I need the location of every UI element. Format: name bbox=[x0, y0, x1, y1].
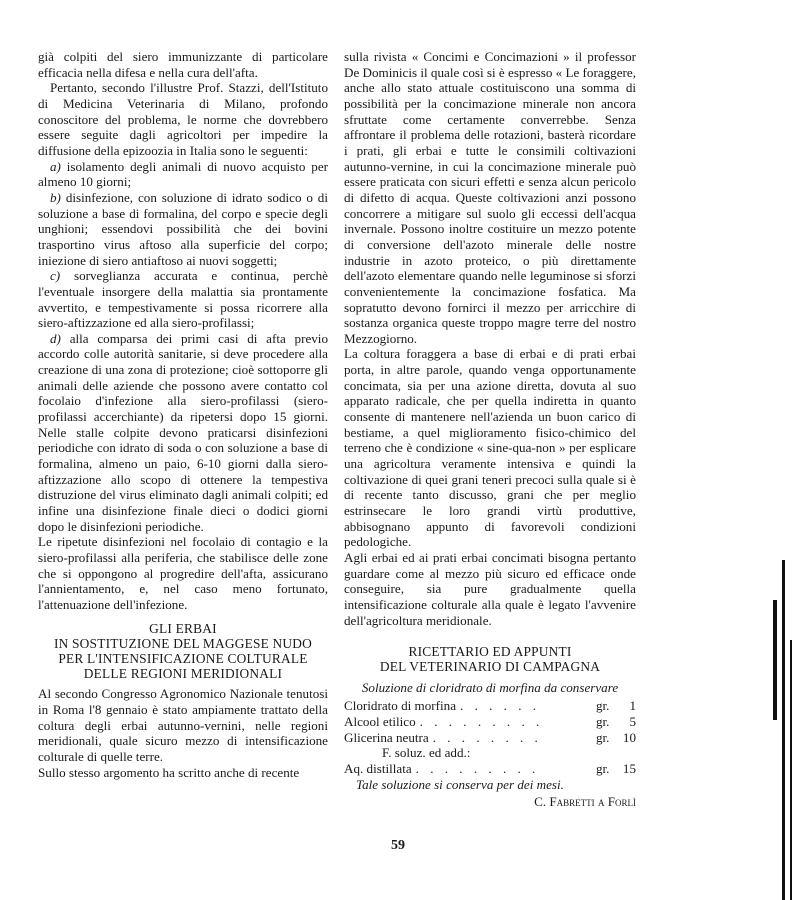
paragraph: già colpiti del siero immunizzante di particolare efficacia nella difesa e nella cura dell'afta. bbox=[38, 49, 328, 80]
ingredient-name: Alcool etilico bbox=[344, 714, 416, 729]
leader-dots: . . . . . . bbox=[460, 698, 541, 714]
paragraph: La coltura foraggera a base di erbai e di prati erbai porta, in altre parole, quando venga opportunamente concimata, sia per una azione diretta, dovuta al suo apparato radicale, che per quella indiretta in quanto consente di mantenere nell'azienda un buon carico di bestiame, a quel miglioramento fisico-chimico del terreno che è condizione « sine-qua-non » per esplicare una agricoltura veramente intensiva e quindi la coltivazione di quei grani teneri precoci sulla quale si è di recente tanto discusso, grani che per meglio estrinsecare le loro grandi virtù produttive, abbisognano appunto di favorevoli condizioni pedologiche. bbox=[344, 346, 636, 550]
paragraph: Agli erbai ed ai prati erbai concimati bisogna pertanto guardare come al mezzo più sicuro ed efficace onde conseguire, sia pure gradualmente quella intensificazione colturale alla quale è legato l'avvenire dell'agricoltura meridionale. bbox=[344, 550, 636, 628]
ingredient-unit: gr. bbox=[596, 729, 610, 745]
paragraph: Al secondo Congresso Agronomico Nazionale tenutosi in Roma l'8 gennaio è stato ampiamente trattato della coltura degli erbai autunno-vernini, nelle regioni meridionali, quale sicuro mezzo di intensificazione colturale di quelle terre. bbox=[38, 686, 328, 765]
paragraph: Le ripetute disinfezioni nel focolaio di contagio e la siero-profilassi alla periferia, che stabilisce delle zone che si oppongono al progredire dell'afta, assicurano l'annientamento, e, nel caso meno fortunato, l'attenuazione dell'infezione. bbox=[38, 534, 328, 612]
ingredient-name: Cloridrato di morfina bbox=[344, 698, 457, 714]
list-marker: a) bbox=[50, 158, 61, 174]
list-item-text: isolamento degli animali di nuovo acquisto per almeno 10 giorni; bbox=[38, 158, 328, 190]
list-item bbox=[38, 190, 328, 268]
ingredient-unit: gr. bbox=[596, 714, 610, 729]
heading-line: DELLE REGIONI MERIDIONALI bbox=[83, 666, 283, 682]
paragraph: Pertanto, secondo l'illustre Prof. Stazzi, dell'Istituto di Medicina Veterinaria di Milano, profondo conoscitore del problema, le norme che dovrebbero essere seguite dagli agricoltori per impedire la diffusione della epizoozia in Italia sono le seguenti: bbox=[38, 80, 328, 158]
leader-dots: . . . . . . . . . bbox=[415, 760, 540, 776]
ingredient-unit: gr. bbox=[596, 760, 610, 776]
right-column bbox=[344, 49, 636, 810]
ingredient-quantity: 5 bbox=[629, 714, 636, 729]
section-heading-erbai bbox=[38, 621, 328, 682]
heading-line: DEL VETERINARIO DI CAMPAGNA bbox=[379, 659, 601, 675]
list-item bbox=[38, 159, 328, 190]
recipe-subtitle: Soluzione di cloridrato di morfina da conservare bbox=[361, 679, 619, 695]
left-column bbox=[38, 49, 328, 780]
ingredient-name: Glicerina neutra bbox=[344, 729, 429, 745]
recipe-instruction: F. soluz. ed add.: bbox=[382, 745, 471, 761]
heading-line: GLI ERBAI bbox=[149, 620, 217, 636]
heading-line: IN SOSTITUZIONE DEL MAGGESE NUDO bbox=[53, 635, 313, 651]
heading-line: RICETTARIO ED APPUNTI bbox=[408, 644, 572, 660]
recipe-row bbox=[344, 698, 636, 714]
list-marker: d) bbox=[50, 330, 61, 346]
heading-line: PER L'INTENSIFICAZIONE COLTURALE bbox=[58, 651, 308, 667]
list-item bbox=[38, 331, 328, 535]
scan-edge-mark bbox=[790, 640, 792, 900]
ingredient-quantity: 10 bbox=[622, 729, 636, 745]
list-item-text: alla comparsa dei primi casi di afta previo accordo colle autorità sanitarie, si deve procedere alla creazione di una zona di protezione; cioè sottoporre gli animali delle aziende che possono avere contatto col focolaio d'infezione alla siero-profilassi (siero-profilassi accerchiante) da ripetersi dopo 15 giorni. Nelle stalle colpite devono praticarsi disinfezioni periodiche con idrato di soda o con soluzione a base di formalina, almeno un paio, 6-10 giorni dalla siero-aftizzazione allo scopo di ottenere la tempestiva distruzione del virus eliminato dagli animali colpiti; ed infine una disinfezione finale dieci o dodici giorni dopo le disinfezioni periodiche. bbox=[38, 330, 328, 534]
page-number: 59 bbox=[391, 838, 405, 853]
recipe-row bbox=[344, 761, 636, 777]
leader-dots: . . . . . . . . . bbox=[419, 714, 544, 729]
section-heading-ricettario bbox=[344, 644, 636, 674]
list-marker: c) bbox=[50, 268, 61, 284]
ingredient-unit: gr. bbox=[596, 698, 610, 714]
list-item bbox=[38, 268, 328, 331]
scan-edge-mark bbox=[773, 600, 777, 720]
list-item-text: sorveglianza accurata e continua, perchè l'eventuale insorgere della malattia sia prontamente avvertito, e tempestivamente si possa ricorrere alla siero-aftizzazione ed alla siero-profilassi; bbox=[38, 268, 328, 331]
list-marker: b) bbox=[50, 189, 61, 205]
leader-dots: . . . . . . . . bbox=[432, 729, 542, 745]
author-signature: C. Fabretti a Forlì bbox=[534, 794, 636, 810]
ingredient-quantity: 1 bbox=[629, 698, 636, 714]
ingredient-quantity: 15 bbox=[622, 760, 636, 776]
recipe-row bbox=[344, 730, 636, 746]
recipe-note: Tale soluzione si conserva per dei mesi. bbox=[356, 776, 564, 792]
list-item-text: disinfezione, con soluzione di idrato sodico o di soluzione a base di formalina, del corpo e specie degli unghioni; essendovi possibilità che dei bovini trasportino virus aftoso alla superficie del corpo; iniezione di siero antiaftoso ai nuovi soggetti; bbox=[38, 189, 328, 268]
scan-edge-mark bbox=[782, 560, 785, 900]
recipe-row bbox=[344, 714, 636, 730]
paragraph: Sullo stesso argomento ha scritto anche di recente bbox=[38, 764, 300, 780]
ingredient-name: Aq. distillata bbox=[344, 760, 412, 776]
paragraph: sulla rivista « Concimi e Concimazioni » il professor De Dominicis il quale così si è espresso « Le foraggere, anche allo stato attuale costituiscono una somma di possibilità per la concimazione minerale non ancora sfruttate come certamente converrebbe. Senza affrontare il problema delle rotazioni, basterà ricordare i prati, gli erbai e tutte le consimili coltivazioni autunno-vernine, in cui la concimazione minerale può essere praticata con sicuri effetti e senza alcun pericolo di difetto di acqua. Queste coltivazioni anzi possono concorrere a mitigare sul suolo gli eccessi dell'acqua invernale. Possono inoltre costituire un mezzo potente di conversione dell'azoto minerale delle nostre industrie in azoto proteico, o più direttamente dell'azoto elementare quando nelle leguminose si sforzi convenientemente la concimazione fosfatica. Ma sopratutto devono fornirci il mezzo per arricchire di sostanza organica queste troppo magre terre del nostro Mezzogiorno. bbox=[344, 49, 636, 346]
